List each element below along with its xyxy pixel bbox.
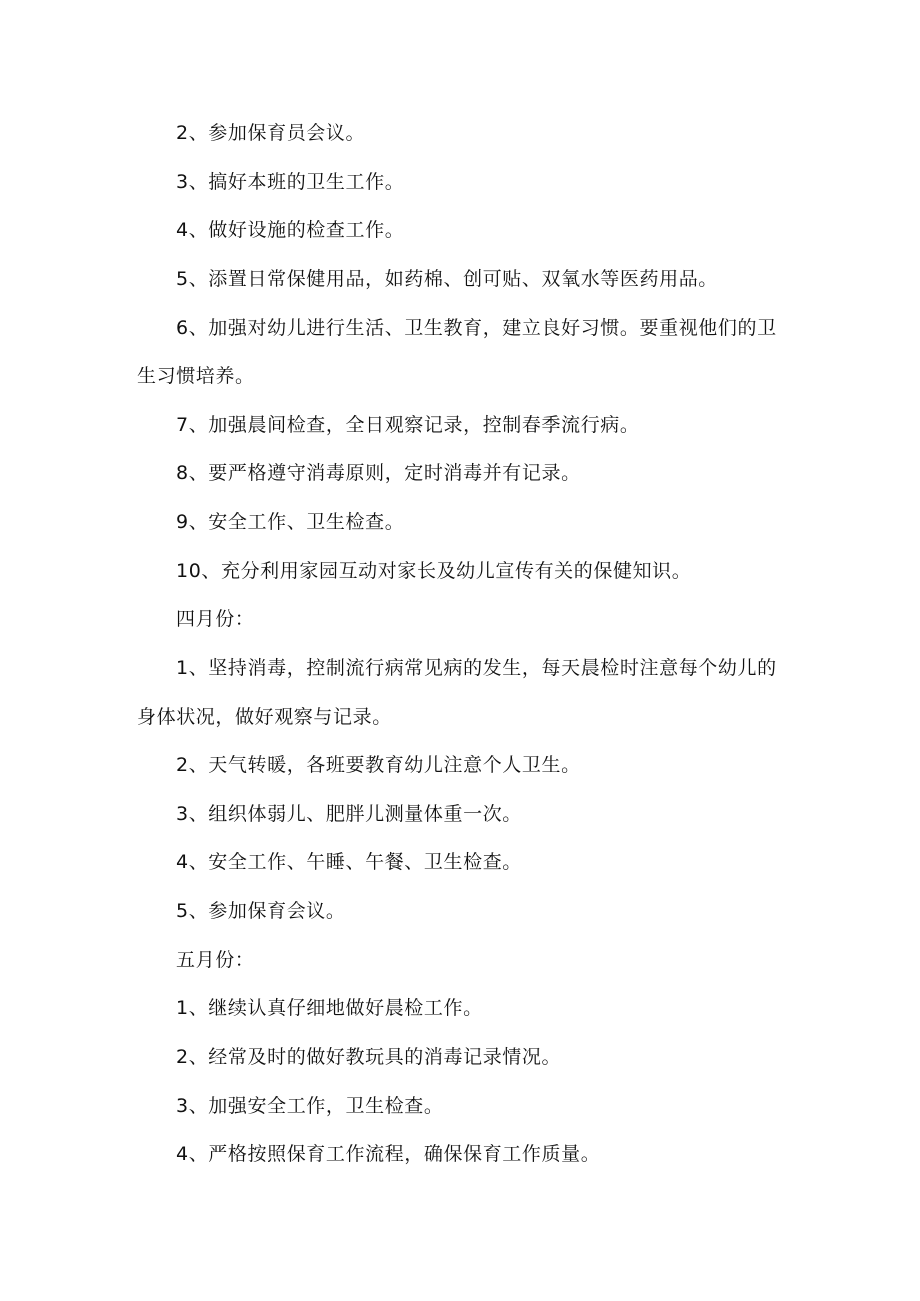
item-march-7: 7、加强晨间检查，全日观察记录，控制春季流行病。: [176, 414, 640, 436]
item-may-1: 1、继续认真仔细地做好晨检工作。: [176, 997, 483, 1019]
item-march-6-continuation: 生习惯培养。: [137, 365, 255, 387]
item-march-8: 8、要严格遵守消毒原则，定时消毒并有记录。: [176, 462, 581, 484]
item-march-4: 4、做好设施的检查工作。: [176, 219, 405, 241]
section-heading-may: 五月份：: [176, 949, 255, 971]
item-march-10: 10、充分利用家园互动对家长及幼儿宣传有关的保健知识。: [176, 560, 692, 582]
item-may-2: 2、经常及时的做好教玩具的消毒记录情况。: [176, 1046, 562, 1068]
item-april-2: 2、天气转暖，各班要教育幼儿注意个人卫生。: [176, 754, 581, 776]
item-april-3: 3、组织体弱儿、肥胖儿测量体重一次。: [176, 803, 522, 825]
item-march-2: 2、参加保育员会议。: [176, 122, 366, 144]
item-april-1: 1、坚持消毒，控制流行病常见病的发生，每天晨检时注意每个幼儿的: [176, 657, 777, 679]
item-march-5: 5、添置日常保健用品，如药棉、创可贴、双氧水等医药用品。: [176, 268, 718, 290]
item-april-1-continuation: 身体状况，做好观察与记录。: [137, 706, 392, 728]
item-march-6: 6、加强对幼儿进行生活、卫生教育，建立良好习惯。要重视他们的卫: [176, 317, 777, 339]
item-may-3: 3、加强安全工作，卫生检查。: [176, 1095, 444, 1117]
item-march-3: 3、搞好本班的卫生工作。: [176, 171, 405, 193]
item-may-4: 4、严格按照保育工作流程，确保保育工作质量。: [176, 1143, 601, 1165]
item-april-4: 4、安全工作、午睡、午餐、卫生检查。: [176, 851, 522, 873]
item-april-5: 5、参加保育会议。: [176, 900, 346, 922]
item-march-9: 9、安全工作、卫生检查。: [176, 511, 405, 533]
section-heading-april: 四月份：: [176, 608, 255, 630]
